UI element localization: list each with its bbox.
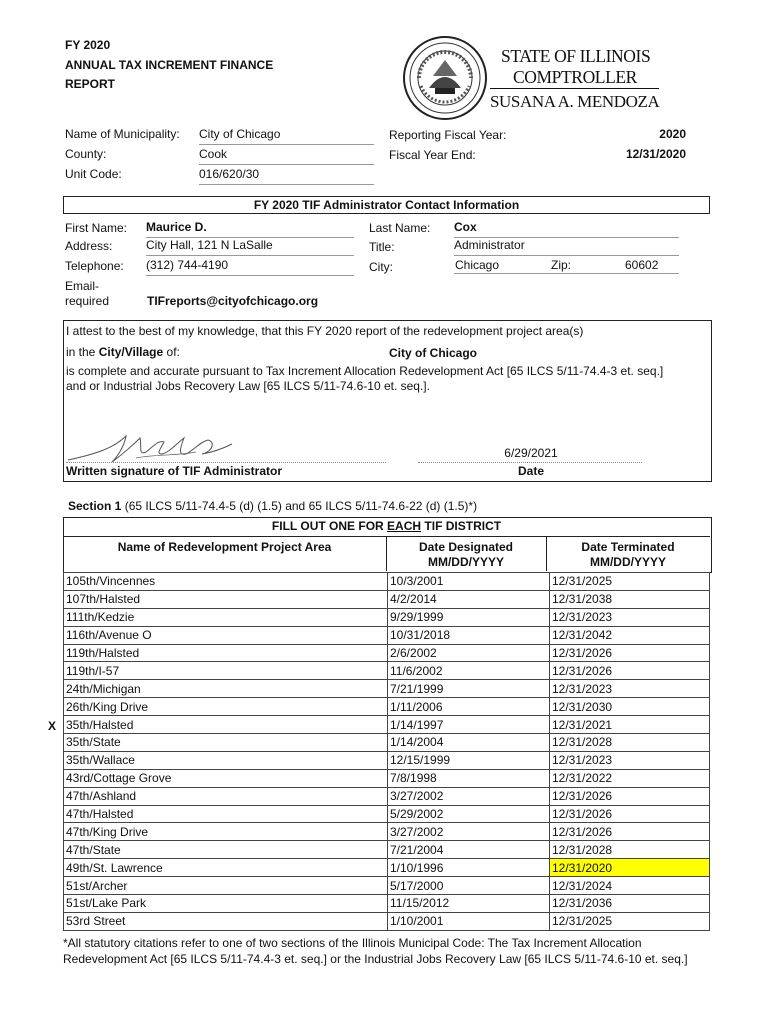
table-row (64, 626, 710, 644)
address-value: City Hall, 121 N LaSalle (146, 238, 354, 256)
municipality-name-value: City of Chicago (199, 127, 374, 145)
project-area-cell: 47th/State (64, 841, 388, 859)
unit-code-label: Unit Code: (65, 167, 122, 181)
date-terminated-cell: 12/31/2042 (550, 626, 710, 644)
col-header-date-designated-l1: Date Designated (418, 540, 514, 554)
attestation-line1: I attest to the best of my knowledge, that this FY 2020 report of the redevelopment project area(s) (66, 324, 584, 338)
date-terminated-cell: 12/31/2024 (550, 877, 710, 895)
unit-code-value: 016/620/30 (199, 167, 374, 185)
date-label: Date (517, 464, 544, 478)
table-row (64, 769, 710, 787)
first-name-label: First Name: (65, 221, 128, 235)
col-header-date-designated (386, 540, 546, 570)
date-designated-cell: 1/10/1996 (388, 859, 550, 877)
telephone-value: (312) 744-4190 (146, 258, 354, 276)
date-terminated-cell: 12/31/2026 (550, 662, 710, 680)
date-designated-cell: 1/14/2004 (388, 734, 550, 752)
date-terminated-cell: 12/31/2028 (550, 734, 710, 752)
date-terminated-cell: 12/31/2028 (550, 841, 710, 859)
table-row (64, 895, 710, 913)
date-designated-cell: 5/17/2000 (388, 877, 550, 895)
table-row (64, 734, 710, 752)
project-area-cell: 49th/St. Lawrence (64, 859, 388, 877)
date-designated-cell: 7/8/1998 (388, 769, 550, 787)
attestation-city-village: City/Village (98, 345, 164, 359)
comptroller-logo (490, 46, 659, 112)
report-title-line1: FY 2020 (65, 38, 111, 52)
attestation-date-value: 6/29/2021 (504, 446, 558, 460)
project-area-cell: 35th/State (64, 734, 388, 752)
date-terminated-cell: 12/31/2030 (550, 698, 710, 716)
attestation-line4: and or Industrial Jobs Recovery Law [65 ILCS 5/11-74.6-10 et. seq.]. (66, 379, 430, 393)
date-designated-cell: 1/10/2001 (388, 912, 550, 930)
title-label: Title: (369, 240, 395, 254)
project-area-cell: 35th/Wallace (64, 751, 388, 769)
project-area-cell: 47th/Halsted (64, 805, 388, 823)
project-area-cell: 111th/Kedzie (64, 608, 388, 626)
signature-line (66, 462, 386, 463)
date-terminated-cell: 12/31/2020 (550, 859, 710, 877)
col-header-date-terminated-l2: MM/DD/YYYY (589, 555, 666, 569)
table-row (64, 877, 710, 895)
date-designated-cell: 7/21/2004 (388, 841, 550, 859)
project-area-cell: 51st/Archer (64, 877, 388, 895)
county-value: Cook (199, 147, 374, 165)
fiscal-year-value: 2020 (659, 127, 686, 141)
date-designated-cell: 1/14/1997 (388, 716, 550, 734)
col-header-date-terminated (546, 540, 710, 570)
date-designated-cell: 3/27/2002 (388, 823, 550, 841)
table-row (64, 805, 710, 823)
date-terminated-cell: 12/31/2023 (550, 751, 710, 769)
city-value: Chicago (455, 258, 500, 272)
telephone-label: Telephone: (65, 259, 124, 273)
fill-each: EACH (387, 519, 422, 533)
footnote: *All statutory citations refer to one of two sections of the Illinois Municipal Code: The Tax Increment Allocation Redevelopment Act [65 ILCS 5/11-74.4-3 et. seq.] or the Industrial Jobs Recovery Law [65 ILCS 5/11-74.6-10 et. seq.] (63, 936, 688, 966)
table-row (64, 751, 710, 769)
date-designated-cell: 10/3/2001 (388, 573, 550, 591)
table-row (64, 680, 710, 698)
handwritten-signature (66, 428, 236, 466)
email-value: TIFreports@cityofchicago.org (147, 294, 319, 308)
project-area-cell: 26th/King Drive (64, 698, 388, 716)
date-terminated-cell: 12/31/2036 (550, 895, 710, 913)
col-header-date-designated-l2: MM/DD/YYYY (427, 555, 504, 569)
project-area-cell: 107th/Halsted (64, 590, 388, 608)
project-area-cell: 53rd Street (64, 912, 388, 930)
fiscal-year-end-label: Fiscal Year End: (389, 148, 476, 162)
date-terminated-cell: 12/31/2025 (550, 912, 710, 930)
table-row (64, 823, 710, 841)
date-designated-cell: 11/6/2002 (388, 662, 550, 680)
col-header-project-area: Name of Redevelopment Project Area (117, 540, 332, 554)
date-line (418, 462, 642, 463)
table-row (64, 608, 710, 626)
col-header-date-terminated-l1: Date Terminated (581, 540, 675, 554)
zip-label: Zip: (551, 258, 572, 272)
first-name-value: Maurice D. (146, 220, 354, 238)
selected-row-marker: X (48, 719, 57, 733)
municipality-name-label: Name of Municipality: (65, 127, 180, 141)
attestation-of: of: (166, 345, 180, 359)
date-terminated-cell: 12/31/2021 (550, 716, 710, 734)
date-terminated-cell: 12/31/2025 (550, 573, 710, 591)
email-label-line2: required (65, 294, 110, 308)
report-title (65, 36, 273, 95)
fill-out-instruction (63, 519, 710, 533)
zip-value: 60602 (625, 258, 659, 272)
date-designated-cell: 4/2/2014 (388, 590, 550, 608)
project-area-cell: 24th/Michigan (64, 680, 388, 698)
table-row (64, 841, 710, 859)
signature-label: Written signature of TIF Administrator (66, 464, 283, 478)
section1-heading (68, 499, 477, 513)
office-name: COMPTROLLER (513, 67, 637, 87)
table-row (64, 716, 710, 734)
contact-section-title: FY 2020 TIF Administrator Contact Information (63, 196, 710, 214)
section1-citation: (65 ILCS 5/11-74.4-5 (d) (1.5) and 65 ILCS 5/11-74.6-22 (d) (1.5)*) (121, 499, 478, 513)
comptroller-name: SUSANA A. MENDOZA (490, 88, 659, 112)
date-designated-cell: 12/15/1999 (388, 751, 550, 769)
date-terminated-cell: 12/31/2023 (550, 608, 710, 626)
email-label-line1: Email- (65, 279, 100, 293)
project-area-cell: 119th/I-57 (64, 662, 388, 680)
date-terminated-cell: 12/31/2023 (550, 680, 710, 698)
date-designated-cell: 9/29/1999 (388, 608, 550, 626)
fill-prefix: FILL OUT ONE FOR (271, 519, 384, 533)
date-designated-cell: 1/11/2006 (388, 698, 550, 716)
last-name-value: Cox (454, 220, 679, 238)
date-terminated-cell: 12/31/2026 (550, 787, 710, 805)
city-label: City: (369, 260, 393, 274)
table-row (64, 698, 710, 716)
date-terminated-cell: 12/31/2026 (550, 823, 710, 841)
date-terminated-cell: 12/31/2026 (550, 644, 710, 662)
report-title-line3: REPORT (65, 77, 116, 91)
county-label: County: (65, 147, 107, 161)
date-terminated-cell: 12/31/2022 (550, 769, 710, 787)
fiscal-year-label: Reporting Fiscal Year: (389, 128, 507, 142)
email-label (65, 279, 109, 309)
date-designated-cell: 3/27/2002 (388, 787, 550, 805)
report-title-line2: ANNUAL TAX INCREMENT FINANCE (65, 57, 274, 72)
project-area-cell: 119th/Halsted (64, 644, 388, 662)
date-designated-cell: 5/29/2002 (388, 805, 550, 823)
project-area-cell: 47th/King Drive (64, 823, 388, 841)
project-area-cell: 105th/Vincennes (64, 573, 388, 591)
table-row (64, 859, 710, 877)
attestation-line2 (66, 345, 180, 359)
date-terminated-cell: 12/31/2038 (550, 590, 710, 608)
state-title: STATE OF ILLINOIS (501, 46, 651, 66)
title-value: Administrator (454, 238, 679, 256)
fiscal-year-end-value: 12/31/2020 (625, 147, 686, 161)
project-area-cell: 47th/Ashland (64, 787, 388, 805)
table-row (64, 787, 710, 805)
project-area-cell: 43rd/Cottage Grove (64, 769, 388, 787)
table-row (64, 912, 710, 930)
table-row (64, 662, 710, 680)
address-label: Address: (65, 239, 113, 253)
state-seal-icon (403, 36, 487, 120)
attestation-city-name: City of Chicago (389, 346, 478, 360)
project-area-cell: 116th/Avenue O (64, 626, 388, 644)
date-designated-cell: 10/31/2018 (388, 626, 550, 644)
project-area-cell: 35th/Halsted (64, 716, 388, 734)
date-designated-cell: 2/6/2002 (388, 644, 550, 662)
table-row (64, 573, 710, 591)
attestation-line3: is complete and accurate pursuant to Tax Increment Allocation Redevelopment Act [65 ILCS 5/11-74.4-3 et. seq.] (66, 364, 664, 378)
project-area-cell: 51st/Lake Park (64, 895, 388, 913)
attestation-in-the: in the (66, 345, 96, 359)
section1-title: Section 1 (68, 499, 122, 513)
fill-suffix: TIF DISTRICT (424, 519, 502, 533)
table-row (64, 590, 710, 608)
date-terminated-cell: 12/31/2026 (550, 805, 710, 823)
date-designated-cell: 11/15/2012 (388, 895, 550, 913)
last-name-label: Last Name: (369, 221, 431, 235)
table-row (64, 644, 710, 662)
tif-district-table (63, 572, 710, 931)
date-designated-cell: 7/21/1999 (388, 680, 550, 698)
